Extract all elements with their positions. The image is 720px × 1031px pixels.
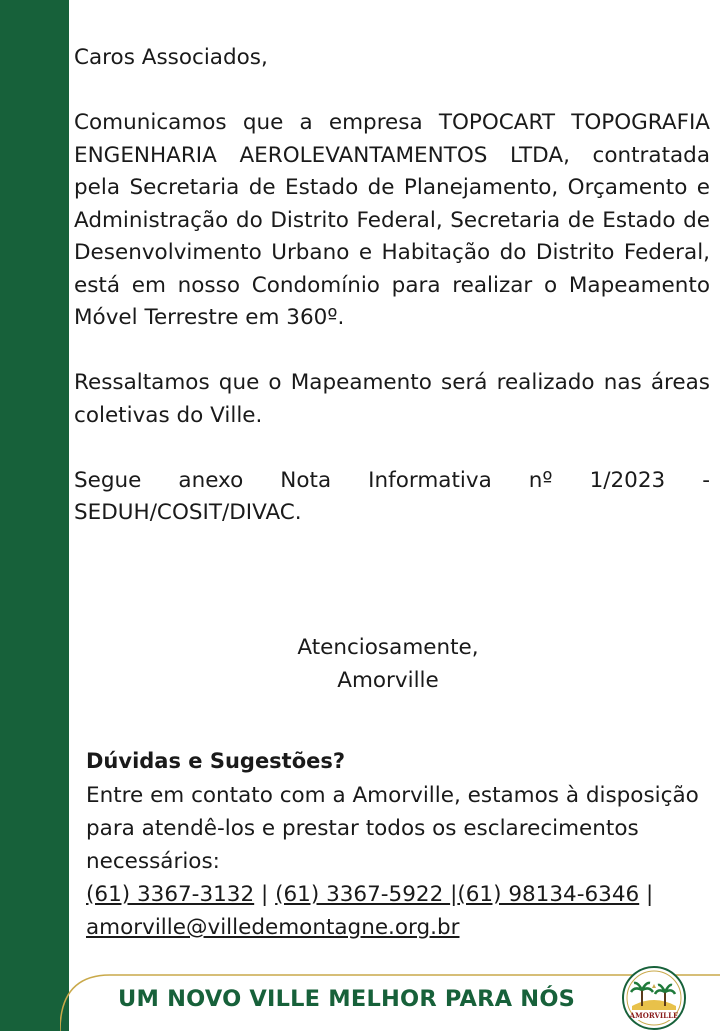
greeting: Caros Associados, <box>74 45 268 70</box>
paragraph-note: Ressaltamos que o Mapeamento será realizado nas áreas coletivas do Ville. <box>74 370 710 428</box>
letter-body <box>74 42 710 562</box>
closing: Atenciosamente, <box>297 635 479 660</box>
side-accent-bar <box>0 0 69 1031</box>
phone-separator: | <box>450 882 458 907</box>
phone-link-2[interactable]: (61) 3367-5922 <box>275 882 451 907</box>
email-line <box>86 911 706 944</box>
footer-slogan: UM NOVO VILLE MELHOR PARA NÓS <box>118 986 576 1012</box>
contact-title: Dúvidas e Sugestões? <box>86 749 346 773</box>
email-link[interactable]: amorville@villedemontagne.org.br <box>86 915 460 940</box>
contact-text <box>86 779 706 944</box>
signature: Amorville <box>337 668 439 693</box>
phone-separator: | <box>646 882 654 907</box>
paragraph-announcement: Comunicamos que a empresa TOPOCART TOPOGRAFIA ENGENHARIA AEROLEVANTAMENTOS LTDA, contratada pela Secretaria de Estado de Planejamento, Orçamento e Administração do Distrito Federal, Secretaria de Estado de Desenvolvimento Urbano e Habitação do Distrito Federal, está em nosso Condomínio para realizar o Mapeamento Móvel Terrestre em 360º. <box>74 110 710 330</box>
logo-wordmark: AMORVILLE <box>629 1011 679 1020</box>
paragraph-attachment: Segue anexo Nota Informativa nº 1/2023 - SEDUH/COSIT/DIVAC. <box>74 467 710 525</box>
contact-body-text: Entre em contato com a Amorville, estamos à disposição para atendê-los e prestar todos os esclarecimentos necessários: <box>86 783 699 874</box>
contact-section <box>86 745 706 944</box>
phone-list <box>86 878 706 911</box>
amorville-logo <box>622 966 686 1030</box>
phone-separator: | <box>261 882 269 907</box>
closing-block <box>74 631 702 697</box>
phone-link-3[interactable]: (61) 98134-6346 <box>457 882 640 907</box>
phone-link-1[interactable]: (61) 3367-3132 <box>86 882 255 907</box>
